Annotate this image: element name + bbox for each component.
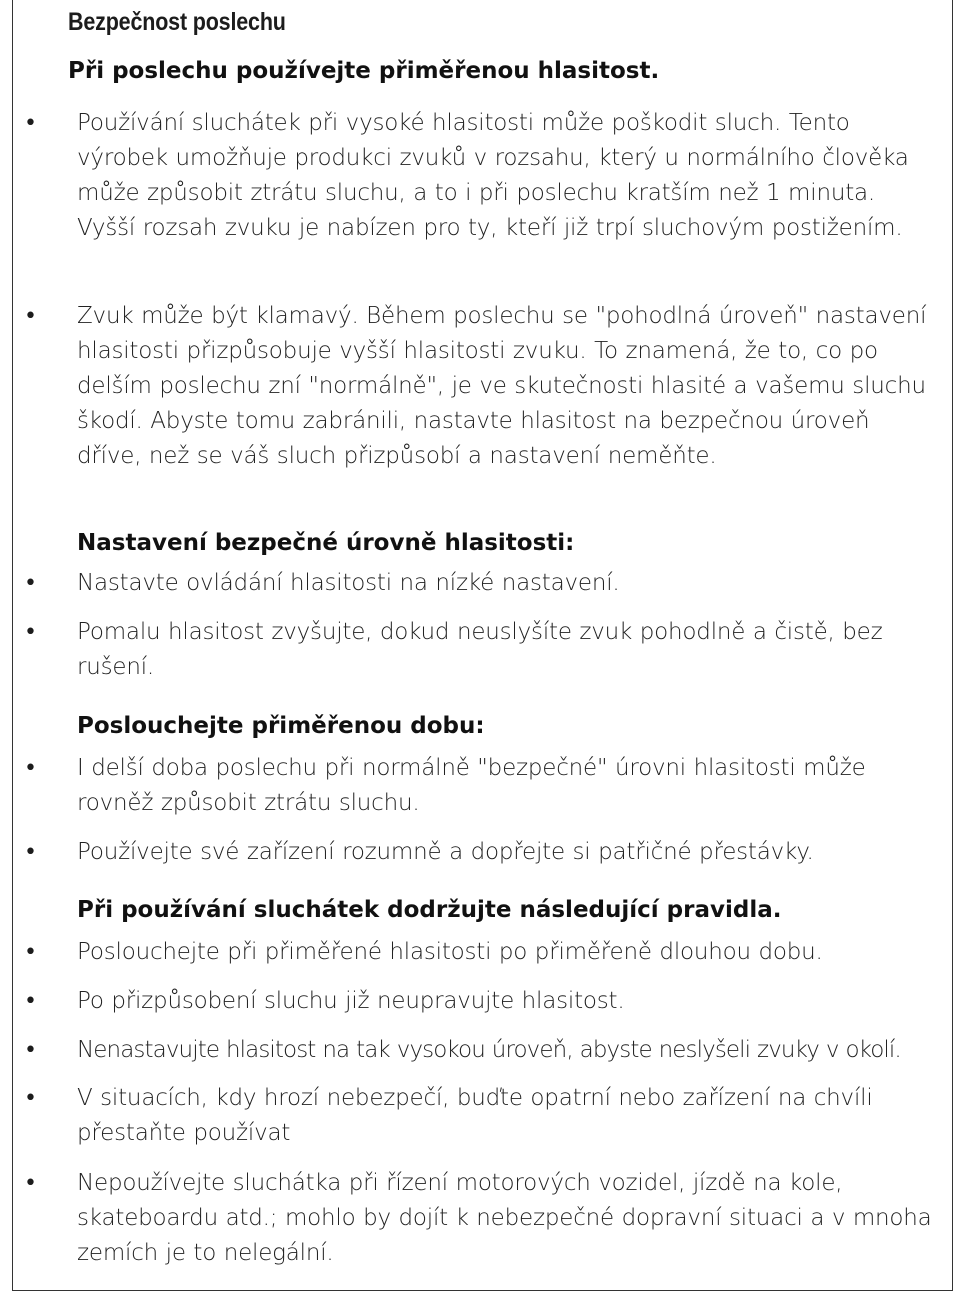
bullet-icon: • — [24, 111, 37, 136]
bullet-text: Poslouchejte při přiměřené hlasitosti po přiměřeně dlouhou dobu. — [77, 939, 823, 965]
heading-safe-level: Nastavení bezpečné úrovně hlasitosti: — [77, 530, 575, 556]
heading-volume: Při poslechu používejte přiměřenou hlasitost. — [68, 58, 660, 84]
bullet-icon: • — [24, 1038, 37, 1063]
bullet-text: Nepoužívejte sluchátka při řízení motorových vozidel, jízdě na kole, skateboardu atd.; mohlo by dojít k nebezpečné dopravní situaci a v mnoha zemích je to nelegální. — [77, 1170, 932, 1266]
bullet-icon: • — [24, 989, 37, 1014]
bullet-text: Nenastavujte hlasitost na tak vysokou úroveň, abyste neslyšeli zvuky v okolí. — [77, 1037, 901, 1063]
bullet-text: Nastavte ovládání hlasitosti na nízké nastavení. — [77, 570, 620, 596]
heading-rules: Při používání sluchátek dodržujte následující pravidla. — [77, 897, 782, 923]
bullet-icon: • — [24, 940, 37, 965]
bullet-text: Používejte své zařízení rozumně a dopřejte si patřičné přestávky. — [77, 839, 814, 865]
bullet-icon: • — [24, 1171, 37, 1196]
bullet-icon: • — [24, 620, 37, 645]
bullet-icon: • — [24, 756, 37, 781]
bullet-text: Zvuk může být klamavý. Během poslechu se "pohodlná úroveň" nastavení hlasitosti přizpůsobuje vyšší hlasitosti zvuku. To znamená, že to, co po delším poslechu zní "normálně", je ve skutečnosti hlasité a vašemu sluchu škodí. Abyste tomu zabránili, nastavte hlasitost na bezpečnou úroveň dříve, než se váš sluch přizpůsobí a nastavení neměňte. — [77, 303, 927, 469]
bullet-text: Po přizpůsobení sluchu již neupravujte hlasitost. — [77, 988, 625, 1014]
bullet-icon: • — [24, 1086, 37, 1111]
bullet-icon: • — [24, 571, 37, 596]
bullet-text: Pomalu hlasitost zvyšujte, dokud neuslyšíte zvuk pohodlně a čistě, bez rušení. — [77, 619, 883, 680]
bullet-text: Používání sluchátek při vysoké hlasitosti může poškodit sluch. Tento výrobek umožňuje produkci zvuků v rozsahu, který u normálního člověka může způsobit ztrátu sluchu, a to i při poslechu kratším než 1 minuta. Vyšší rozsah zvuku je nabízen pro ty, kteří již trpí sluchovým postižením. — [77, 110, 909, 241]
bullet-icon: • — [24, 840, 37, 865]
bullet-text: V situacích, kdy hrozí nebezpečí, buďte opatrní nebo zařízení na chvíli přestaňte používat — [77, 1085, 873, 1146]
heading-listening-time: Poslouchejte přiměřenou dobu: — [77, 713, 485, 739]
page-title: Bezpečnost poslechu — [68, 8, 286, 36]
bullet-text: I delší doba poslechu při normálně "bezpečné" úrovni hlasitosti může rovněž způsobit ztrátu sluchu. — [77, 755, 866, 816]
bullet-icon: • — [24, 304, 37, 329]
